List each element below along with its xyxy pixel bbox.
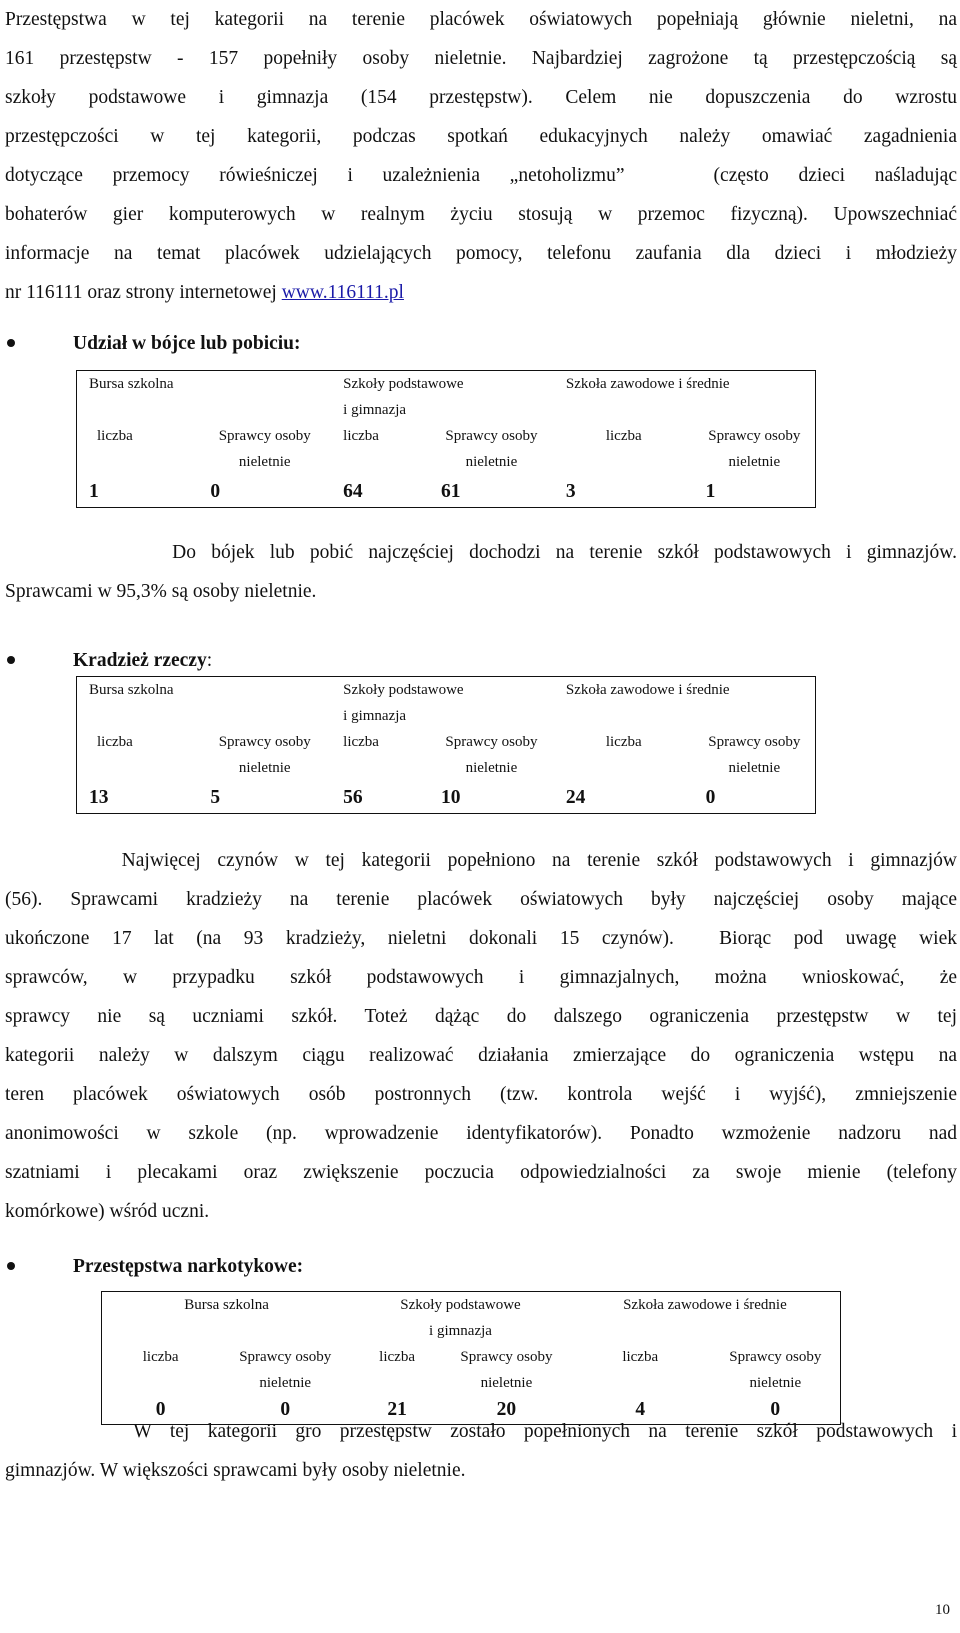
table-cell: 0 (280, 1399, 291, 1420)
header-podstawowe-line2: i gimnazja (343, 402, 407, 418)
table-row (77, 781, 816, 814)
intro-line: szkoły podstawowe i gimnazja (154 przestępstw). Celem nie dopuszczenia do wzrostu (5, 87, 957, 108)
header-sprawcy-line2: nieletnie (238, 454, 291, 470)
table-cell: 3 (565, 481, 576, 502)
section-heading-fights (5, 332, 301, 356)
header-sprawcy-line2: nieletnie (480, 1375, 533, 1391)
table-cell: 61 (441, 481, 461, 502)
drugs-paragraph (5, 1412, 957, 1490)
table-cell: 24 (565, 787, 586, 808)
intro-line: bohaterów gier komputerowych w realnym życiu stosują w przemoc fizyczną). Upowszechniać (5, 204, 957, 225)
header-liczba: liczba (379, 1349, 415, 1365)
paragraph-line: sprawców, w przypadku szkół podstawowych i gimnazjalnych, można wnioskować, że (5, 967, 957, 988)
paragraph-line: ukończone 17 lat (na 93 kradzieży, nieletni dokonali 15 czynów). Biorąc pod uwagę wiek (5, 928, 957, 949)
fights-table (76, 370, 816, 508)
paragraph-line: gimnazjów. W większości sprawcami były osoby nieletnie. (5, 1460, 466, 1481)
header-zawodowe: Szkoła zawodowe i średnie (623, 1297, 787, 1313)
paragraph-line: W tej kategorii gro przestępstw zostało popełnionych na terenie szkół podstawowych i (5, 1421, 957, 1442)
intro-paragraph (5, 0, 957, 312)
header-liczba: liczba (605, 428, 642, 444)
section-heading-theft (5, 649, 212, 673)
intro-line: przestępczości w tej kategorii, podczas spotkań edukacyjnych należy omawiać zagadnienia (5, 126, 957, 147)
theft-table (76, 676, 816, 814)
header-liczba: liczba (97, 734, 133, 750)
header-sprawcy-line2: nieletnie (728, 454, 781, 470)
header-sprawcy: Sprawcy osoby (708, 734, 801, 750)
header-bursa: Bursa szkolna (89, 376, 174, 392)
table-cell: 21 (387, 1399, 407, 1420)
table-cell: 1 (89, 481, 99, 502)
intro-last-line-text: nr 116111 oraz strony internetowej (5, 282, 282, 303)
drugs-table (101, 1291, 841, 1425)
paragraph-line: komórkowe) wśród uczni. (5, 1201, 210, 1222)
table-cell: 4 (635, 1399, 646, 1420)
table-cell: 1 (705, 481, 716, 502)
paragraph-line: (56). Sprawcami kradzieży na terenie placówek oświatowych były najczęściej osoby mające (5, 889, 957, 910)
section-heading-text: Kradzież rzeczy (73, 650, 207, 671)
header-sprawcy: Sprawcy osoby (445, 428, 538, 444)
section-heading-drugs (5, 1255, 303, 1279)
table-cell: 13 (89, 787, 109, 808)
section-heading-text: Udział w bójce lub pobiciu: (73, 333, 301, 354)
header-podstawowe-line1: Szkoły podstawowe (400, 1297, 521, 1313)
header-bursa: Bursa szkolna (89, 682, 174, 698)
section-heading-text: Przestępstwa narkotykowe: (73, 1256, 304, 1277)
header-podstawowe (331, 677, 554, 704)
header-liczba: liczba (97, 428, 133, 444)
table-cell: 0 (210, 481, 221, 502)
fights-paragraph (5, 533, 957, 611)
paragraph-line: Sprawcami w 95,3% są osoby nieletnie. (5, 581, 317, 602)
header-podstawowe-line1: Szkoły podstawowe (343, 682, 464, 698)
bullet-icon (7, 656, 15, 664)
header-zawodowe: Szkoła zawodowe i średnie (565, 682, 730, 698)
table-row (77, 475, 816, 508)
header-sprawcy-line2: nieletnie (749, 1375, 802, 1391)
header-podstawowe (331, 371, 554, 398)
header-sprawcy-line2: nieletnie (238, 760, 291, 776)
header-podstawowe (351, 1292, 570, 1319)
paragraph-line: sprawcy nie są uczniami szkół. Toteż dążąc do dalszego ograniczenia przestępstw w tej (5, 1006, 957, 1027)
paragraph-line: szatniami i plecakami oraz zwiększenie poczucia odpowiedzialności za swoje mienie (telefony (5, 1162, 957, 1183)
theft-paragraph (5, 841, 957, 1231)
header-sprawcy: Sprawcy osoby (239, 1349, 332, 1365)
header-podstawowe-line2: i gimnazja (343, 708, 407, 724)
header-bursa: Bursa szkolna (184, 1297, 269, 1313)
bullet-icon (7, 1262, 15, 1270)
page-number: 10 (935, 1602, 950, 1618)
table-cell: 0 (155, 1399, 166, 1420)
intro-line: Przestępstwa w tej kategorii na terenie placówek oświatowych popełniają głównie nieletni, na (5, 9, 957, 30)
bullet-icon (7, 339, 15, 347)
table-cell: 5 (210, 787, 221, 808)
header-liczba: liczba (343, 428, 379, 444)
table-cell: 0 (705, 787, 716, 808)
header-podstawowe-line2: i gimnazja (429, 1323, 492, 1339)
header-sprawcy: Sprawcy osoby (729, 1349, 822, 1365)
header-sprawcy-line2: nieletnie (465, 454, 518, 470)
header-liczba: liczba (142, 1349, 179, 1365)
table-cell: 10 (441, 787, 461, 808)
table-cell: 56 (343, 787, 363, 808)
paragraph-line: anonimowości w szkole (np. wprowadzenie identyfikatorów). Ponadto wzmożenie nadzoru nad (5, 1123, 957, 1144)
header-liczba: liczba (343, 734, 379, 750)
intro-line: informacje na temat placówek udzielających pomocy, telefonu zaufania dla dzieci i młodzieży (5, 243, 957, 264)
intro-line: dotyczące przemocy rówieśniczej i uzależnienia „netoholizmu” (często dzieci naśladując (5, 165, 957, 186)
paragraph-line: Najwięcej czynów w tej kategorii popełniono na terenie szkół podstawowych i gimnazjów (5, 850, 957, 871)
header-liczba: liczba (622, 1349, 659, 1365)
header-sprawcy-line2: nieletnie (728, 760, 781, 776)
header-sprawcy: Sprawcy osoby (708, 428, 801, 444)
header-sprawcy-line2: nieletnie (259, 1375, 312, 1391)
header-sprawcy: Sprawcy osoby (445, 734, 538, 750)
header-sprawcy: Sprawcy osoby (460, 1349, 553, 1365)
header-zawodowe: Szkoła zawodowe i średnie (565, 376, 730, 392)
header-podstawowe-line1: Szkoły podstawowe (343, 376, 464, 392)
intro-line: 161 przestępstw - 157 popełniły osoby nieletnie. Najbardziej zagrożone tą przestępczością są (5, 48, 957, 69)
paragraph-line: teren placówek oświatowych osób postronnych (tzw. kontrola wejść i wyjść), zmniejszenie (5, 1084, 957, 1105)
paragraph-line: kategorii należy w dalszym ciągu realizować działania zmierzające do ograniczenia wstępu na (5, 1045, 957, 1066)
header-sprawcy: Sprawcy osoby (218, 428, 311, 444)
table-cell: 0 (770, 1399, 781, 1420)
header-liczba: liczba (605, 734, 642, 750)
header-sprawcy-line2: nieletnie (465, 760, 518, 776)
header-sprawcy: Sprawcy osoby (218, 734, 311, 750)
paragraph-line: Do bójek lub pobić najczęściej dochodzi na terenie szkół podstawowych i gimnazjów. (5, 542, 957, 563)
intro-last-line (5, 273, 957, 312)
table-cell: 64 (343, 481, 363, 502)
helpline-link[interactable]: www.116111.pl (281, 282, 404, 303)
section-heading-suffix: : (206, 650, 213, 671)
table-cell: 20 (496, 1399, 517, 1420)
